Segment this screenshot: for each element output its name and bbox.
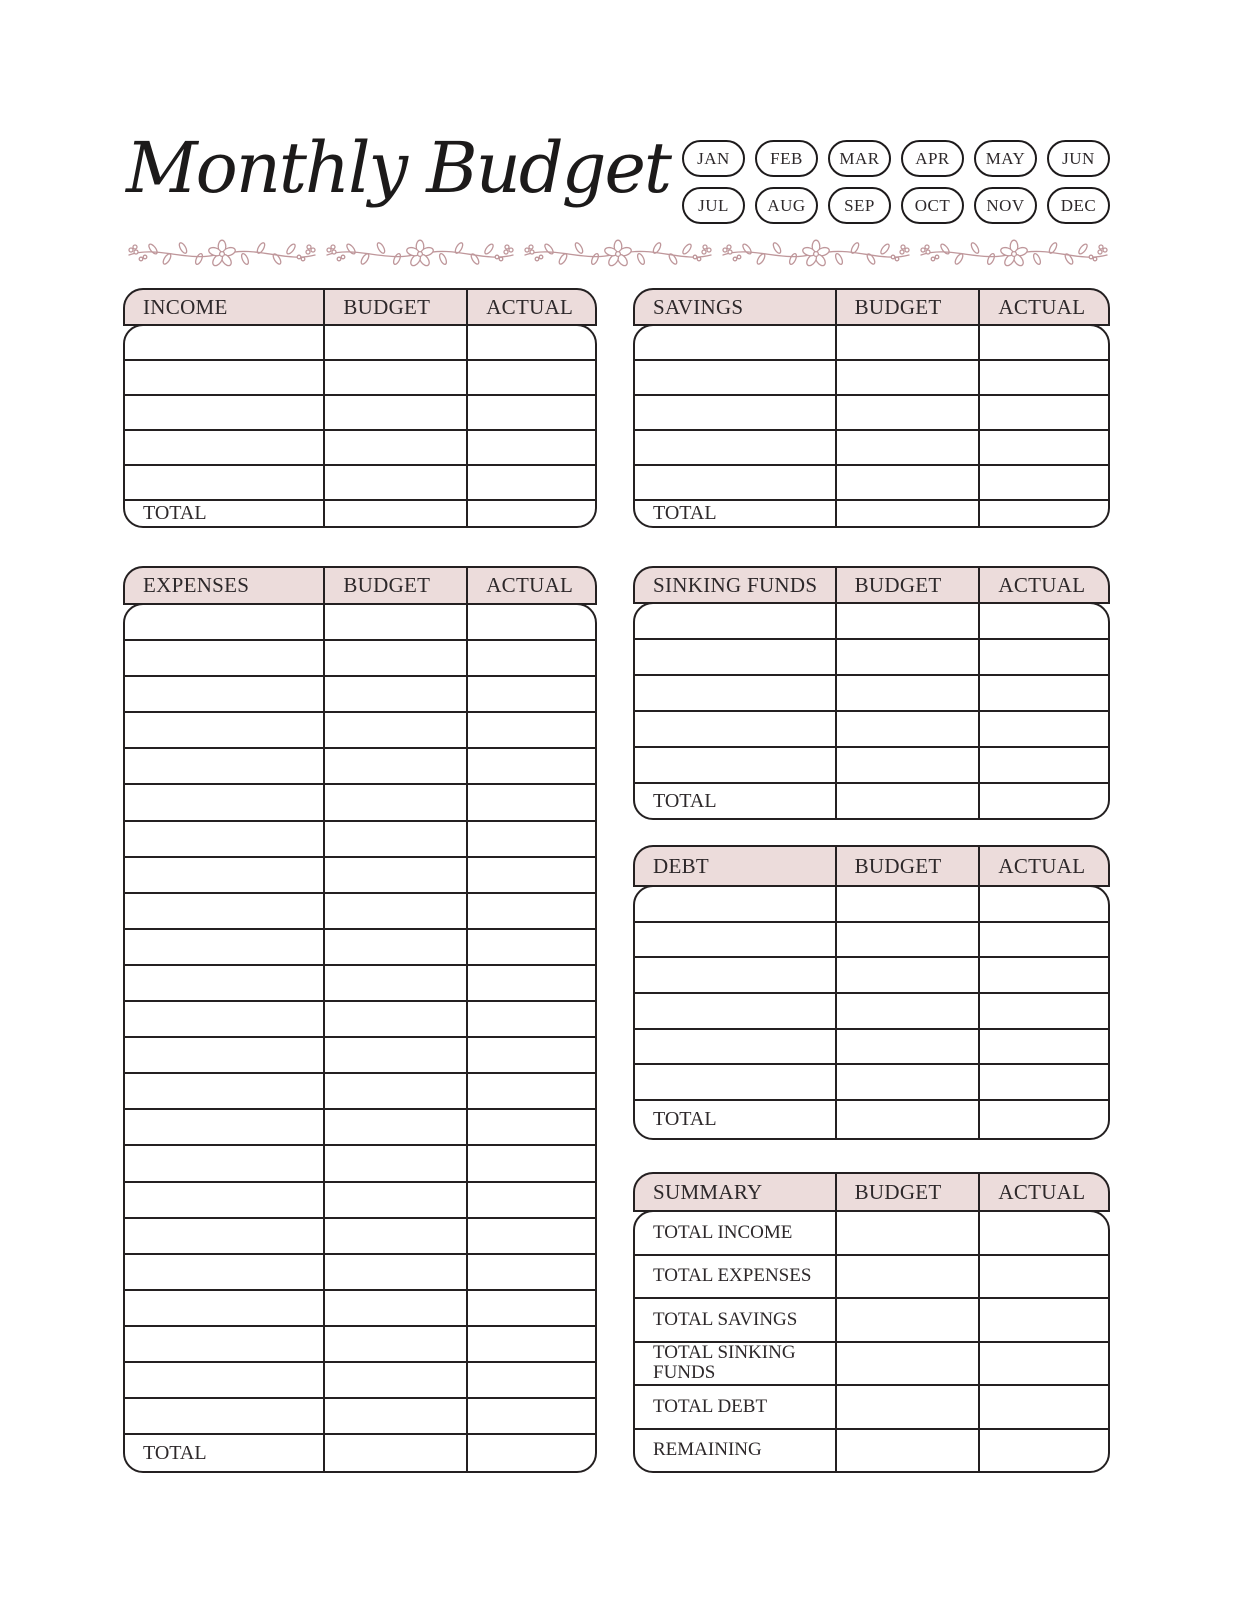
month-button-oct[interactable]: OCT	[901, 187, 964, 224]
income-row	[125, 464, 595, 499]
sinking-funds-actual-cell[interactable]	[978, 712, 1108, 746]
summary-row-label: TOTAL EXPENSES	[653, 1265, 812, 1287]
expenses-row	[125, 1361, 595, 1397]
actual-column-header: ACTUAL	[978, 290, 1108, 324]
expenses-name-cell[interactable]	[125, 605, 323, 639]
actual-column-header: ACTUAL	[978, 1174, 1108, 1210]
debt-total-budget-cell[interactable]	[835, 1101, 979, 1138]
income-budget-cell[interactable]	[323, 431, 466, 464]
expenses-budget-cell[interactable]	[323, 966, 466, 1000]
expenses-row	[125, 1000, 595, 1036]
expenses-row	[125, 1144, 595, 1180]
expenses-name-cell[interactable]	[125, 1327, 323, 1361]
income-name-cell[interactable]	[125, 431, 323, 464]
expenses-actual-cell[interactable]	[466, 1363, 595, 1397]
expenses-budget-cell[interactable]	[323, 677, 466, 711]
debt-budget-cell[interactable]	[835, 994, 979, 1028]
expenses-budget-cell[interactable]	[323, 1146, 466, 1180]
summary-actual-cell[interactable]	[978, 1256, 1108, 1298]
debt-actual-cell[interactable]	[978, 923, 1108, 957]
budget-column-header: BUDGET	[835, 290, 979, 324]
expenses-actual-cell[interactable]	[466, 1002, 595, 1036]
expenses-budget-cell[interactable]	[323, 930, 466, 964]
expenses-total-label: TOTAL	[143, 1441, 207, 1464]
debt-actual-cell[interactable]	[978, 994, 1108, 1028]
savings-actual-cell[interactable]	[978, 326, 1108, 359]
budget-column-header: BUDGET	[835, 1174, 979, 1210]
debt-actual-cell[interactable]	[978, 887, 1108, 921]
sinking-funds-name-cell[interactable]	[635, 676, 835, 710]
expenses-row	[125, 820, 595, 856]
summary-actual-cell[interactable]	[978, 1212, 1108, 1254]
summary-row-label: TOTAL DEBT	[653, 1395, 768, 1417]
expenses-total-budget-cell[interactable]	[323, 1435, 466, 1471]
month-button-jul[interactable]: JUL	[682, 187, 745, 224]
expenses-budget-cell[interactable]	[323, 749, 466, 783]
summary-table-header	[633, 1172, 1110, 1212]
expenses-row	[125, 892, 595, 928]
expenses-row	[125, 747, 595, 783]
expenses-budget-cell[interactable]	[323, 1074, 466, 1108]
sinking-funds-row	[635, 710, 1108, 746]
expenses-actual-cell[interactable]	[466, 1327, 595, 1361]
month-button-sep[interactable]: SEP	[828, 187, 891, 224]
budget-column-header: BUDGET	[323, 290, 466, 324]
summary-row	[635, 1297, 1108, 1341]
savings-row	[635, 359, 1108, 394]
sinking-funds-actual-cell[interactable]	[978, 748, 1108, 782]
expenses-actual-cell[interactable]	[466, 966, 595, 1000]
savings-total-label: TOTAL	[653, 502, 717, 524]
income-table-header	[123, 288, 597, 326]
debt-name-cell[interactable]	[635, 923, 835, 957]
sinking-funds-total-label: TOTAL	[653, 789, 717, 812]
savings-row	[635, 326, 1108, 359]
expenses-row	[125, 856, 595, 892]
income-total-budget-cell[interactable]	[323, 501, 466, 526]
summary-budget-cell[interactable]	[835, 1256, 979, 1298]
debt-total-label: TOTAL	[653, 1108, 717, 1130]
actual-column-header: ACTUAL	[466, 568, 595, 603]
expenses-actual-cell[interactable]	[466, 1399, 595, 1433]
savings-actual-cell[interactable]	[978, 396, 1108, 429]
debt-name-cell[interactable]	[635, 1030, 835, 1064]
savings-budget-cell[interactable]	[835, 396, 979, 429]
savings-total-budget-cell[interactable]	[835, 501, 979, 526]
debt-actual-cell[interactable]	[978, 958, 1108, 992]
savings-name-cell[interactable]	[635, 431, 835, 464]
expenses-name-cell[interactable]	[125, 1183, 323, 1217]
debt-name-cell[interactable]	[635, 994, 835, 1028]
income-table	[123, 288, 597, 528]
month-selector	[682, 140, 1110, 224]
savings-table	[633, 288, 1110, 528]
sinking-funds-name-cell[interactable]	[635, 712, 835, 746]
expenses-budget-cell[interactable]	[323, 1110, 466, 1144]
expenses-actual-cell[interactable]	[466, 605, 595, 639]
sinking-funds-budget-cell[interactable]	[835, 640, 979, 674]
expenses-name-cell[interactable]	[125, 749, 323, 783]
expenses-budget-cell[interactable]	[323, 1327, 466, 1361]
summary-budget-cell[interactable]	[835, 1212, 979, 1254]
savings-name-cell[interactable]	[635, 326, 835, 359]
month-button-mar[interactable]: MAR	[828, 140, 891, 177]
month-button-jun[interactable]: JUN	[1047, 140, 1110, 177]
sinking-funds-actual-cell[interactable]	[978, 640, 1108, 674]
expenses-budget-cell[interactable]	[323, 1399, 466, 1433]
income-row	[125, 326, 595, 359]
expenses-name-cell[interactable]	[125, 713, 323, 747]
expenses-budget-cell[interactable]	[323, 1219, 466, 1253]
month-button-nov[interactable]: NOV	[974, 187, 1037, 224]
expenses-row	[125, 783, 595, 819]
expenses-row	[125, 675, 595, 711]
savings-row	[635, 394, 1108, 429]
expenses-budget-cell[interactable]	[323, 641, 466, 675]
expenses-row	[125, 1325, 595, 1361]
expenses-total-actual-cell[interactable]	[466, 1435, 595, 1471]
expenses-row	[125, 1217, 595, 1253]
budget-column-header: BUDGET	[835, 568, 979, 602]
debt-name-cell[interactable]	[635, 1065, 835, 1099]
expenses-actual-cell[interactable]	[466, 930, 595, 964]
sinking-funds-budget-cell[interactable]	[835, 676, 979, 710]
savings-budget-cell[interactable]	[835, 466, 979, 499]
sinking-funds-header-label: SINKING FUNDS	[653, 572, 818, 597]
expenses-actual-cell[interactable]	[466, 1038, 595, 1072]
debt-budget-cell[interactable]	[835, 1065, 979, 1099]
summary-row-label: REMAINING	[653, 1439, 762, 1461]
expenses-actual-cell[interactable]	[466, 641, 595, 675]
debt-total-actual-cell[interactable]	[978, 1101, 1108, 1138]
sinking-funds-budget-cell[interactable]	[835, 712, 979, 746]
debt-row	[635, 887, 1108, 921]
debt-budget-cell[interactable]	[835, 887, 979, 921]
budget-column-header: BUDGET	[835, 847, 979, 885]
savings-budget-cell[interactable]	[835, 326, 979, 359]
floral-divider	[123, 238, 1113, 270]
debt-header-label: DEBT	[653, 853, 710, 878]
summary-table	[633, 1172, 1110, 1473]
expenses-actual-cell[interactable]	[466, 785, 595, 819]
expenses-actual-cell[interactable]	[466, 1074, 595, 1108]
savings-actual-cell[interactable]	[978, 431, 1108, 464]
expenses-name-cell[interactable]	[125, 1291, 323, 1325]
savings-name-cell[interactable]	[635, 361, 835, 394]
sinking-funds-total-row	[635, 782, 1108, 818]
budget-column-header: BUDGET	[323, 568, 466, 603]
summary-actual-cell[interactable]	[978, 1386, 1108, 1428]
expenses-actual-cell[interactable]	[466, 713, 595, 747]
income-actual-cell[interactable]	[466, 431, 595, 464]
savings-header-label: SAVINGS	[653, 294, 744, 319]
sinking-funds-name-cell[interactable]	[635, 640, 835, 674]
expenses-budget-cell[interactable]	[323, 1183, 466, 1217]
expenses-name-cell[interactable]	[125, 1038, 323, 1072]
expenses-name-cell[interactable]	[125, 677, 323, 711]
debt-table-body	[633, 885, 1110, 1140]
sinking-funds-row	[635, 674, 1108, 710]
expenses-row	[125, 928, 595, 964]
expenses-name-cell[interactable]	[125, 966, 323, 1000]
income-row	[125, 429, 595, 464]
summary-row	[635, 1384, 1108, 1428]
debt-name-cell[interactable]	[635, 958, 835, 992]
expenses-budget-cell[interactable]	[323, 1363, 466, 1397]
sinking-funds-actual-cell[interactable]	[978, 676, 1108, 710]
income-table-body	[123, 324, 597, 528]
sinking-funds-budget-cell[interactable]	[835, 604, 979, 638]
income-header-label: INCOME	[143, 294, 228, 319]
savings-budget-cell[interactable]	[835, 431, 979, 464]
expenses-table-body	[123, 603, 597, 1473]
income-row	[125, 359, 595, 394]
debt-total-row	[635, 1099, 1108, 1138]
summary-actual-cell[interactable]	[978, 1299, 1108, 1341]
savings-row	[635, 429, 1108, 464]
expenses-row	[125, 639, 595, 675]
income-name-cell[interactable]	[125, 396, 323, 429]
expenses-name-cell[interactable]	[125, 1110, 323, 1144]
expenses-actual-cell[interactable]	[466, 749, 595, 783]
income-budget-cell[interactable]	[323, 326, 466, 359]
summary-row-label: TOTAL INCOME	[653, 1221, 793, 1243]
expenses-actual-cell[interactable]	[466, 894, 595, 928]
debt-row	[635, 992, 1108, 1028]
savings-name-cell[interactable]	[635, 466, 835, 499]
sinking-funds-total-budget-cell[interactable]	[835, 784, 979, 818]
savings-table-body	[633, 324, 1110, 528]
summary-actual-cell[interactable]	[978, 1343, 1108, 1385]
savings-actual-cell[interactable]	[978, 361, 1108, 394]
sinking-funds-budget-cell[interactable]	[835, 748, 979, 782]
sinking-funds-row	[635, 604, 1108, 638]
summary-budget-cell[interactable]	[835, 1430, 979, 1472]
expenses-actual-cell[interactable]	[466, 1255, 595, 1289]
expenses-actual-cell[interactable]	[466, 1219, 595, 1253]
expenses-name-cell[interactable]	[125, 930, 323, 964]
income-actual-cell[interactable]	[466, 466, 595, 499]
summary-header-label: SUMMARY	[653, 1179, 763, 1204]
expenses-header-label: EXPENSES	[143, 573, 250, 597]
savings-name-cell[interactable]	[635, 396, 835, 429]
actual-column-header: ACTUAL	[466, 290, 595, 324]
expenses-row	[125, 1036, 595, 1072]
expenses-name-cell[interactable]	[125, 1219, 323, 1253]
expenses-row	[125, 1181, 595, 1217]
expenses-name-cell[interactable]	[125, 1363, 323, 1397]
income-actual-cell[interactable]	[466, 396, 595, 429]
actual-column-header: ACTUAL	[978, 847, 1108, 885]
expenses-row	[125, 711, 595, 747]
debt-budget-cell[interactable]	[835, 1030, 979, 1064]
sinking-funds-total-actual-cell[interactable]	[978, 784, 1108, 818]
income-budget-cell[interactable]	[323, 361, 466, 394]
expenses-budget-cell[interactable]	[323, 1002, 466, 1036]
sinking-funds-table-header	[633, 566, 1110, 604]
savings-table-header	[633, 288, 1110, 326]
income-budget-cell[interactable]	[323, 466, 466, 499]
income-name-cell[interactable]	[125, 466, 323, 499]
savings-total-actual-cell[interactable]	[978, 501, 1108, 526]
expenses-actual-cell[interactable]	[466, 1291, 595, 1325]
debt-actual-cell[interactable]	[978, 1030, 1108, 1064]
expenses-row	[125, 1253, 595, 1289]
expenses-row	[125, 605, 595, 639]
sinking-funds-table-body	[633, 602, 1110, 820]
income-name-cell[interactable]	[125, 361, 323, 394]
summary-actual-cell[interactable]	[978, 1430, 1108, 1472]
savings-actual-cell[interactable]	[978, 466, 1108, 499]
debt-row	[635, 1063, 1108, 1099]
summary-row	[635, 1212, 1108, 1254]
expenses-name-cell[interactable]	[125, 1074, 323, 1108]
expenses-row	[125, 1289, 595, 1325]
debt-table-header	[633, 845, 1110, 887]
sinking-funds-row	[635, 746, 1108, 782]
expenses-budget-cell[interactable]	[323, 1255, 466, 1289]
expenses-actual-cell[interactable]	[466, 1183, 595, 1217]
debt-budget-cell[interactable]	[835, 958, 979, 992]
summary-budget-cell[interactable]	[835, 1386, 979, 1428]
expenses-name-cell[interactable]	[125, 894, 323, 928]
income-name-cell[interactable]	[125, 326, 323, 359]
sinking-funds-row	[635, 638, 1108, 674]
summary-budget-cell[interactable]	[835, 1343, 979, 1385]
sinking-funds-actual-cell[interactable]	[978, 604, 1108, 638]
summary-table-body	[633, 1210, 1110, 1473]
month-button-may[interactable]: MAY	[974, 140, 1037, 177]
sinking-funds-table	[633, 566, 1110, 820]
expenses-table	[123, 566, 597, 1473]
month-button-aug[interactable]: AUG	[755, 187, 818, 224]
summary-row	[635, 1428, 1108, 1472]
expenses-budget-cell[interactable]	[323, 858, 466, 892]
expenses-row	[125, 964, 595, 1000]
expenses-budget-cell[interactable]	[323, 785, 466, 819]
income-actual-cell[interactable]	[466, 361, 595, 394]
month-button-apr[interactable]: APR	[901, 140, 964, 177]
debt-row	[635, 921, 1108, 957]
expenses-actual-cell[interactable]	[466, 822, 595, 856]
expenses-budget-cell[interactable]	[323, 822, 466, 856]
savings-budget-cell[interactable]	[835, 361, 979, 394]
summary-budget-cell[interactable]	[835, 1299, 979, 1341]
month-button-feb[interactable]: FEB	[755, 140, 818, 177]
income-total-row	[125, 499, 595, 526]
month-button-jan[interactable]: JAN	[682, 140, 745, 177]
expenses-name-cell[interactable]	[125, 822, 323, 856]
summary-row	[635, 1341, 1108, 1385]
expenses-table-header	[123, 566, 597, 605]
expenses-budget-cell[interactable]	[323, 605, 466, 639]
expenses-actual-cell[interactable]	[466, 1110, 595, 1144]
debt-table	[633, 845, 1110, 1140]
expenses-name-cell[interactable]	[125, 1146, 323, 1180]
expenses-actual-cell[interactable]	[466, 677, 595, 711]
page-title: Monthly Budget	[126, 127, 670, 209]
income-actual-cell[interactable]	[466, 326, 595, 359]
income-total-label: TOTAL	[143, 502, 207, 524]
debt-row	[635, 956, 1108, 992]
expenses-name-cell[interactable]	[125, 1399, 323, 1433]
expenses-budget-cell[interactable]	[323, 713, 466, 747]
expenses-budget-cell[interactable]	[323, 1038, 466, 1072]
expenses-row	[125, 1397, 595, 1433]
savings-total-row	[635, 499, 1108, 526]
expenses-name-cell[interactable]	[125, 858, 323, 892]
expenses-budget-cell[interactable]	[323, 1291, 466, 1325]
summary-row	[635, 1254, 1108, 1298]
income-row	[125, 394, 595, 429]
sinking-funds-name-cell[interactable]	[635, 604, 835, 638]
expenses-name-cell[interactable]	[125, 1002, 323, 1036]
summary-row-label: TOTAL SINKING FUNDS	[653, 1342, 796, 1384]
expenses-total-row	[125, 1433, 595, 1471]
month-button-dec[interactable]: DEC	[1047, 187, 1110, 224]
income-total-actual-cell[interactable]	[466, 501, 595, 526]
debt-row	[635, 1028, 1108, 1064]
expenses-name-cell[interactable]	[125, 1255, 323, 1289]
expenses-name-cell[interactable]	[125, 785, 323, 819]
debt-name-cell[interactable]	[635, 887, 835, 921]
savings-row	[635, 464, 1108, 499]
debt-actual-cell[interactable]	[978, 1065, 1108, 1099]
expenses-budget-cell[interactable]	[323, 894, 466, 928]
income-budget-cell[interactable]	[323, 396, 466, 429]
debt-budget-cell[interactable]	[835, 923, 979, 957]
sinking-funds-name-cell[interactable]	[635, 748, 835, 782]
expenses-row	[125, 1108, 595, 1144]
summary-row-label: TOTAL SAVINGS	[653, 1308, 798, 1330]
expenses-name-cell[interactable]	[125, 641, 323, 675]
actual-column-header: ACTUAL	[978, 568, 1108, 602]
expenses-row	[125, 1072, 595, 1108]
expenses-actual-cell[interactable]	[466, 858, 595, 892]
expenses-actual-cell[interactable]	[466, 1146, 595, 1180]
